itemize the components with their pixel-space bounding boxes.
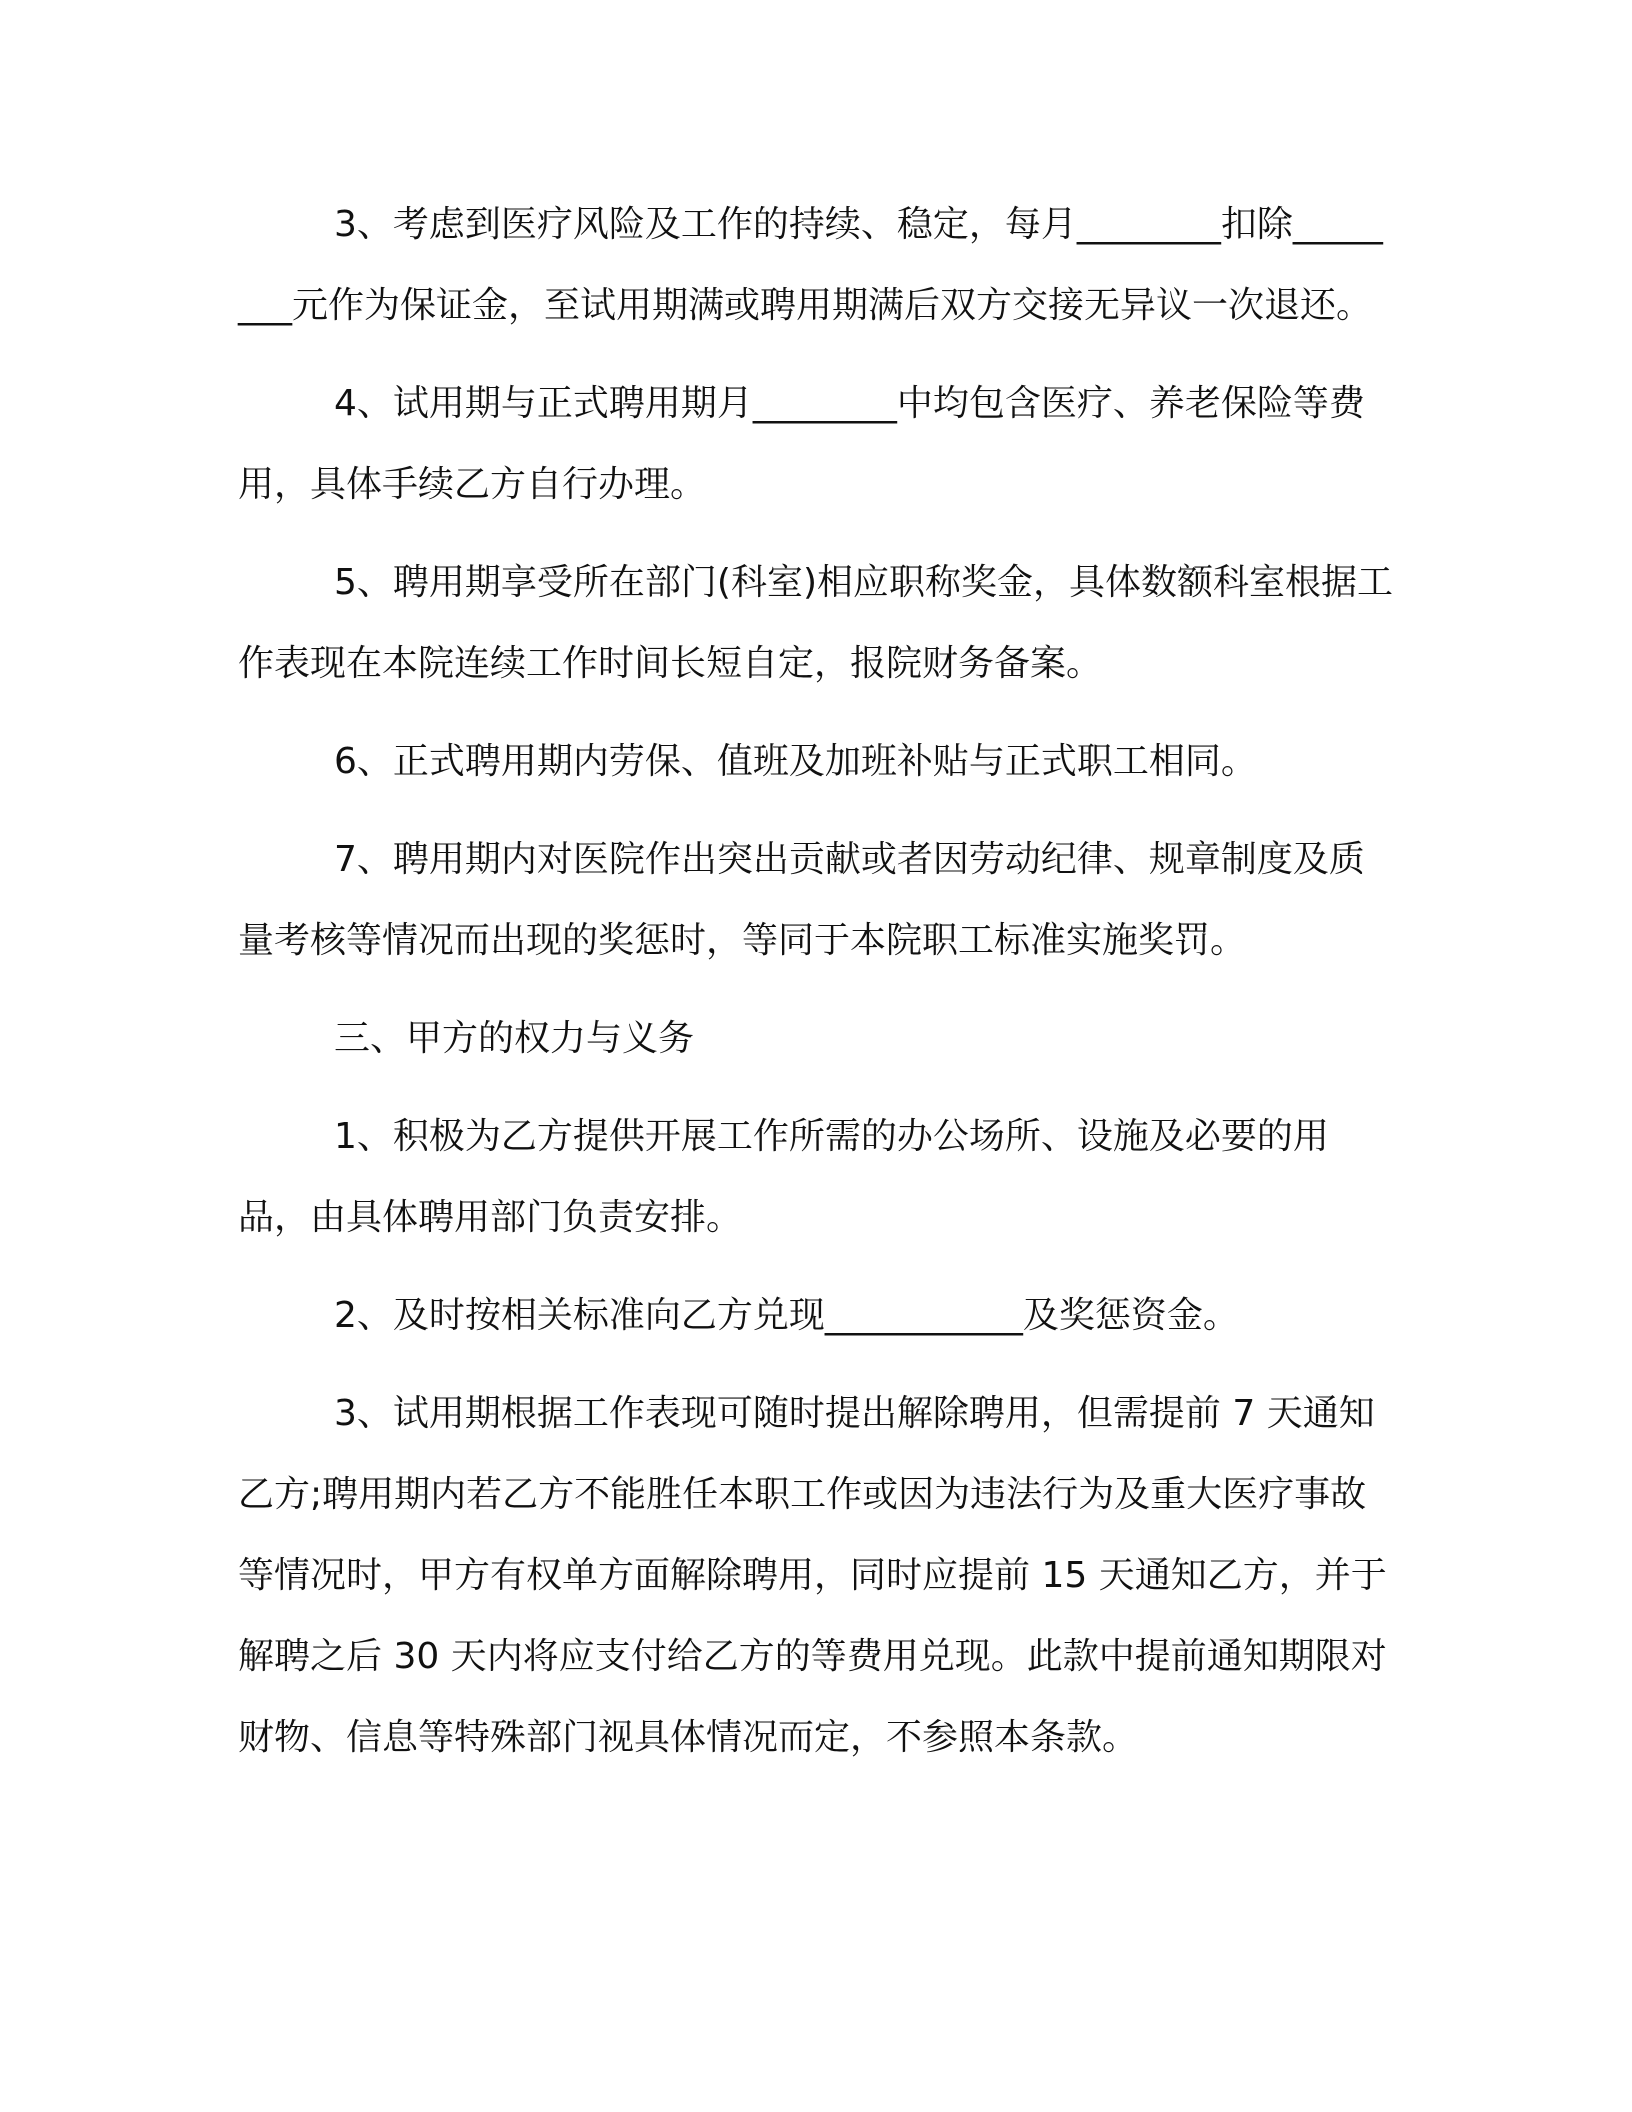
clause-2-4: 4、试用期与正式聘用期月________中均包含医疗、养老保险等费用，具体手续乙方自行办理。 — [238, 383, 1365, 505]
clause-2-7: 7、聘用期内对医院作出突出贡献或者因劳动纪律、规章制度及质量考核等情况而出现的奖惩时，等同于本院职工标准实施奖罚。 — [238, 839, 1365, 961]
clause-2-3: 3、考虑到医疗风险及工作的持续、稳定，每月________扣除________元作为保证金，至试用期满或聘用期满后双方交接无异议一次退还。 — [238, 204, 1383, 326]
document-body — [238, 184, 1398, 1795]
section-heading-3: 三、甲方的权力与义务 — [334, 1018, 695, 1059]
clause-3-1: 1、积极为乙方提供开展工作所需的办公场所、设施及必要的用品，由具体聘用部门负责安排。 — [238, 1116, 1329, 1238]
clause-3-2: 2、及时按相关标准向乙方兑现___________及奖惩资金。 — [334, 1295, 1239, 1336]
clause-2-6: 6、正式聘用期内劳保、值班及加班补贴与正式职工相同。 — [334, 741, 1257, 782]
clause-2-5: 5、聘用期享受所在部门(科室)相应职称奖金，具体数额科室根据工作表现在本院连续工作时间长短自定，报院财务备案。 — [238, 562, 1393, 684]
clause-3-3: 3、试用期根据工作表现可随时提出解除聘用，但需提前 7 天通知乙方;聘用期内若乙方不能胜任本职工作或因为违法行为及重大医疗事故等情况时，甲方有权单方面解除聘用，同时应提前 15 天通知乙方，并于解聘之后 30 天内将应支付给乙方的等费用兑现。此款中提前通知期限对财物、信息等特殊部门视具体情况而定，不参照本条款。 — [238, 1393, 1387, 1758]
